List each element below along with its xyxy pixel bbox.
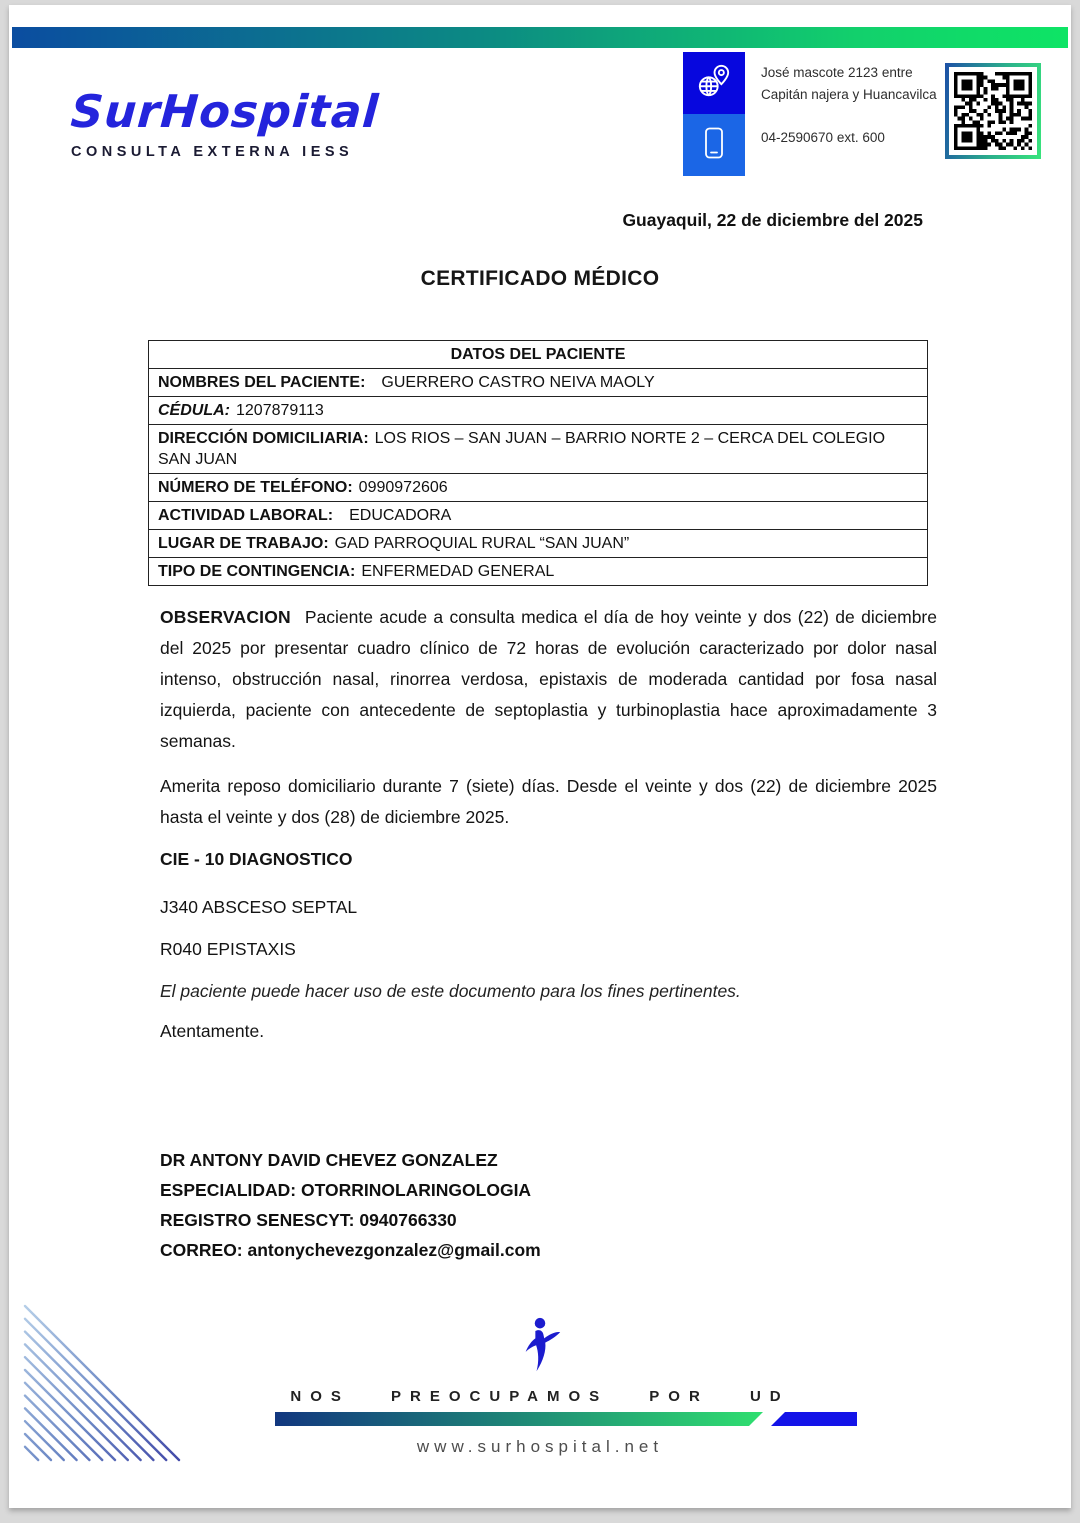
- row-label: CÉDULA:: [158, 402, 230, 419]
- globe-location-pin-icon: [693, 60, 735, 107]
- doctor-name: DR ANTONY DAVID CHEVEZ GONZALEZ: [160, 1150, 498, 1170]
- rest-paragraph: Amerita reposo domiciliario durante 7 (siete) días. Desde el veinte y dos (22) de diciembre 2025 hasta el veinte y dos (28) de diciembre 2025.: [160, 776, 937, 827]
- table-row: [149, 474, 928, 502]
- patient-table: [148, 340, 928, 586]
- table-header-row: [149, 341, 928, 369]
- footer-bar-accent: [771, 1412, 857, 1426]
- doctor-block: [160, 1145, 541, 1265]
- logo-subtitle: CONSULTA EXTERNA IESS: [71, 144, 354, 160]
- table-row: [149, 502, 928, 530]
- phone-number: 04-2590670 ext. 600: [761, 130, 885, 145]
- table-header: DATOS DEL PACIENTE: [149, 341, 928, 369]
- location-tile: [683, 52, 745, 114]
- diagnosis-item: J340 ABSCESO SEPTAL: [160, 897, 358, 917]
- row-value: 0990972606: [358, 479, 448, 496]
- doctor-registry: REGISTRO SENESCYT: 0940766330: [160, 1210, 457, 1230]
- diagnosis-item: R040 EPISTAXIS: [160, 939, 296, 959]
- row-label: LUGAR DE TRABAJO:: [158, 535, 329, 552]
- row-value: ENFERMEDAD GENERAL: [361, 563, 555, 580]
- qr-code: [945, 63, 1041, 159]
- row-label: NÚMERO DE TELÉFONO:: [158, 479, 353, 496]
- row-value: GAD PARROQUIAL RURAL “SAN JUAN”: [334, 535, 630, 552]
- footer-bar-main: [275, 1412, 763, 1426]
- row-value: EDUCADORA: [349, 507, 452, 524]
- row-label: ACTIVIDAD LABORAL:: [158, 507, 334, 524]
- top-gradient-bar: [12, 27, 1068, 48]
- document-title: CERTIFICADO MÉDICO: [420, 267, 660, 290]
- closing-note: El paciente puede hacer uso de este documento para los fines pertinentes.: [160, 981, 741, 1001]
- body-column: [160, 602, 937, 1043]
- table-row: [149, 397, 928, 425]
- doctor-email: CORREO: antonychevezgonzalez@gmail.com: [160, 1240, 541, 1260]
- row-label: TIPO DE CONTINGENCIA:: [158, 563, 356, 580]
- document-page: [9, 5, 1071, 1508]
- smartphone-icon: [694, 123, 734, 168]
- address-line-1: José mascote 2123 entre: [761, 65, 913, 80]
- footer-website: www.surhospital.net: [416, 1437, 664, 1456]
- footer-bar: [275, 1412, 857, 1426]
- diagnosis-heading: CIE - 10 DIAGNOSTICO: [160, 849, 353, 869]
- leaping-person-icon: [9, 1317, 1071, 1379]
- logo-wordmark: SurHospital: [69, 85, 381, 138]
- phone-tile: [683, 114, 745, 176]
- observation-text: Paciente acude a consulta medica el día de hoy veinte y dos (22) de diciembre del 2025 por presentar cuadro clínico de 72 horas de evolución caracterizado por dolor nasal intenso, obstrucción nasal, rinorrea verdosa, epistaxis de moderada cantidad por fosa nasal izquierda, paciente con antecedente de septoplastia y turbinoplastia hace aproximadamente 3 semanas.: [160, 607, 937, 751]
- doctor-specialty: ESPECIALIDAD: OTORRINOLARINGOLOGIA: [160, 1180, 532, 1200]
- table-row: [149, 425, 928, 474]
- row-value: GUERRERO CASTRO NEIVA MAOLY: [381, 374, 655, 391]
- date-line: Guayaquil, 22 de diciembre del 2025: [622, 210, 923, 230]
- table-row: [149, 530, 928, 558]
- row-value: LOS RIOS – SAN JUAN – BARRIO NORTE 2 – CERCA DEL COLEGIO SAN JUAN: [158, 430, 886, 468]
- hospital-logo: [71, 85, 379, 160]
- salutation: Atentamente.: [160, 1021, 265, 1041]
- table-row: [149, 558, 928, 586]
- row-label: DIRECCIÓN DOMICILIARIA:: [158, 430, 369, 447]
- row-label: NOMBRES DEL PACIENTE:: [158, 374, 366, 391]
- observation-label: OBSERVACION: [160, 607, 291, 627]
- table-row: [149, 369, 928, 397]
- address-line-2: Capitán najera y Huancavilca: [761, 87, 937, 102]
- row-value: 1207879113: [236, 402, 324, 419]
- footer-slogan: NOS PREOCUPAMOS POR UD: [290, 1388, 790, 1405]
- observation-paragraph: [160, 602, 937, 757]
